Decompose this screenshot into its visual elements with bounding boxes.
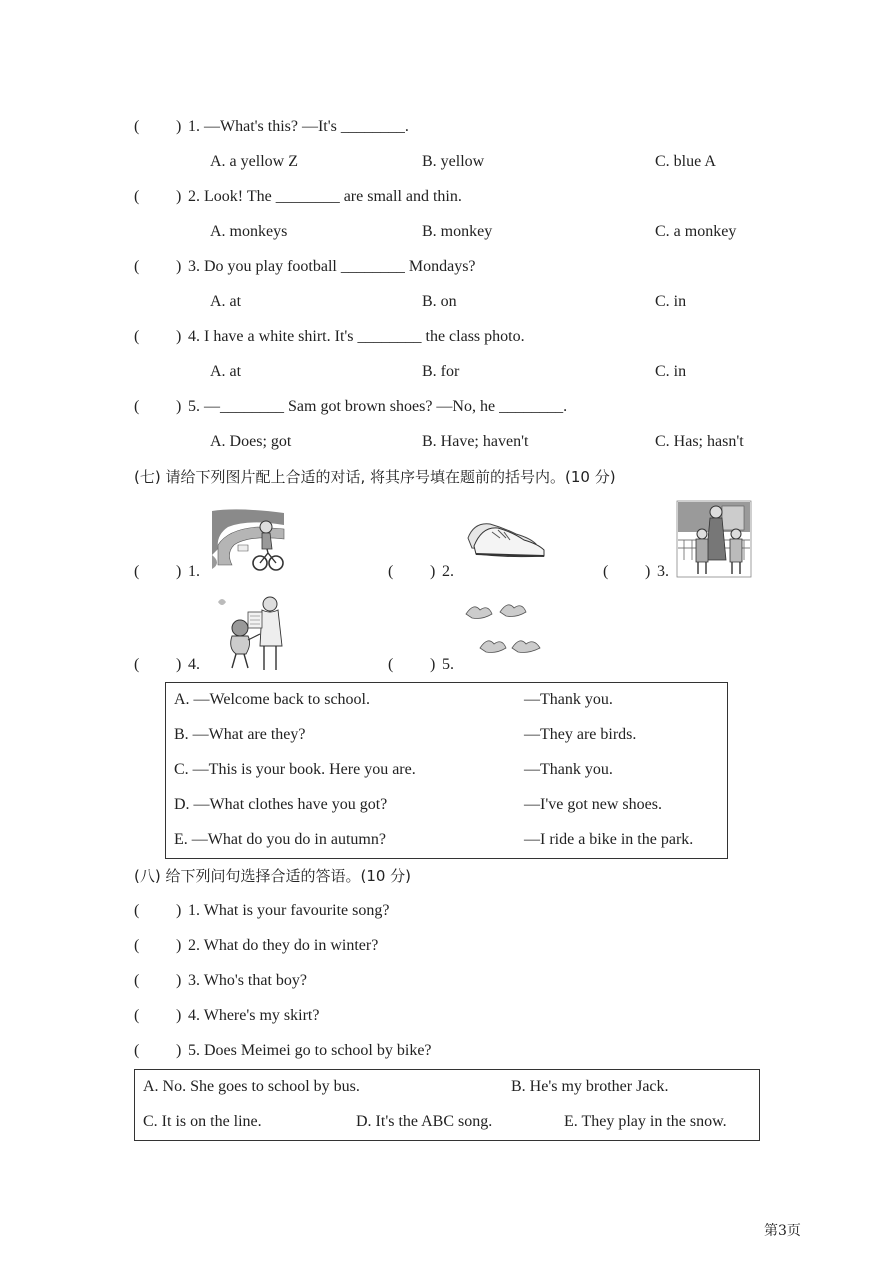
dialogue-question: C. —This is your book. Here you are. (174, 761, 416, 778)
answer-paren-close: ) (176, 118, 182, 135)
option-b: B. Have; haven't (422, 433, 529, 450)
option-b: B. for (422, 363, 460, 380)
question-stem: 3. Do you play football ________ Mondays? (188, 258, 476, 275)
answer-option: B. He's my brother Jack. (511, 1078, 669, 1095)
answer-option: A. No. She goes to school by bus. (143, 1078, 360, 1095)
answer-paren-close: ) (176, 902, 182, 919)
option-b: B. monkey (422, 223, 493, 240)
answer-paren-open: ( (134, 563, 140, 580)
answer-paren-open: ( (134, 972, 140, 989)
answer-paren-close: ) (176, 258, 182, 275)
shoes-image (464, 516, 546, 560)
answer-paren-close: ) (430, 563, 436, 580)
option-a: A. a yellow Z (210, 153, 298, 170)
dialogue-question: B. —What are they? (174, 726, 306, 743)
option-a: A. monkeys (210, 223, 288, 240)
answer-paren-close: ) (430, 656, 436, 673)
answer-paren-close: ) (176, 937, 182, 954)
option-c: C. Has; hasn't (655, 433, 744, 450)
answer-paren-open: ( (388, 563, 394, 580)
dialogue-answer: —Thank you. (524, 761, 613, 778)
answer-paren-open: ( (388, 656, 394, 673)
item-number: 4. (188, 656, 200, 673)
option-b: B. yellow (422, 153, 485, 170)
answer-paren-close: ) (176, 398, 182, 415)
option-c: C. blue A (655, 153, 716, 170)
page-number: 第3页 (764, 1223, 801, 1239)
birds-image (462, 600, 546, 666)
option-a: A. at (210, 293, 242, 310)
item-number: 3. (657, 563, 669, 580)
question-stem: 2. What do they do in winter? (188, 937, 379, 954)
dialogue-answer: —They are birds. (524, 726, 637, 743)
question-stem: 5. Does Meimei go to school by bike? (188, 1042, 432, 1059)
answer-paren-close: ) (176, 1007, 182, 1024)
item-number: 5. (442, 656, 454, 673)
question-stem: 3. Who's that boy? (188, 972, 308, 989)
answer-paren-close: ) (176, 188, 182, 205)
answer-paren-open: ( (134, 1007, 140, 1024)
answer-paren-open: ( (134, 1042, 140, 1059)
answer-paren-open: ( (134, 937, 140, 954)
answer-paren-open: ( (134, 118, 140, 135)
answer-paren-open: ( (134, 328, 140, 345)
answer-paren-close: ) (176, 972, 182, 989)
dialogue-question: D. —What clothes have you got? (174, 796, 388, 813)
item-number: 1. (188, 563, 200, 580)
woman-giving-book-to-boy-image (214, 592, 286, 672)
answer-paren-close: ) (176, 563, 182, 580)
boy-riding-bike-in-park-image (208, 505, 286, 573)
answer-paren-close: ) (176, 1042, 182, 1059)
dialogue-answer: —I've got new shoes. (524, 796, 662, 813)
item-number: 2. (442, 563, 454, 580)
answer-paren-close: ) (176, 656, 182, 673)
answer-option: E. They play in the snow. (564, 1113, 727, 1130)
answer-option: C. It is on the line. (143, 1113, 262, 1130)
option-a: A. at (210, 363, 242, 380)
dialogue-answer: —I ride a bike in the park. (524, 831, 694, 848)
dialogue-question: A. —Welcome back to school. (174, 691, 370, 708)
dialogue-question: E. —What do you do in autumn? (174, 831, 386, 848)
answer-paren-open: ( (134, 656, 140, 673)
answer-paren-open: ( (603, 563, 609, 580)
question-stem: 2. Look! The ________ are small and thin. (188, 188, 462, 205)
dialogue-answer: —Thank you. (524, 691, 613, 708)
question-stem: 1. —What's this? —It's ________. (188, 118, 409, 135)
question-stem: 4. I have a white shirt. It's ________ the class photo. (188, 328, 525, 345)
answer-option: D. It's the ABC song. (356, 1113, 493, 1130)
answer-paren-close: ) (176, 328, 182, 345)
option-c: C. a monkey (655, 223, 737, 240)
answer-paren-open: ( (134, 258, 140, 275)
option-a: A. Does; got (210, 433, 292, 450)
answer-paren-close: ) (645, 563, 651, 580)
question-stem: 4. Where's my skirt? (188, 1007, 320, 1024)
answer-paren-open: ( (134, 188, 140, 205)
option-c: C. in (655, 363, 687, 380)
question-stem: 5. —________ Sam got brown shoes? —No, he ________. (188, 398, 568, 415)
option-c: C. in (655, 293, 687, 310)
section-heading: (七) 请给下列图片配上合适的对话, 将其序号填在题前的括号内。(10 分) (134, 468, 616, 486)
section-heading: (八) 给下列问句选择合适的答语。(10 分) (134, 867, 412, 885)
question-stem: 1. What is your favourite song? (188, 902, 390, 919)
answer-paren-open: ( (134, 902, 140, 919)
answer-paren-open: ( (134, 398, 140, 415)
teacher-welcoming-children-image (676, 500, 752, 578)
option-b: B. on (422, 293, 457, 310)
